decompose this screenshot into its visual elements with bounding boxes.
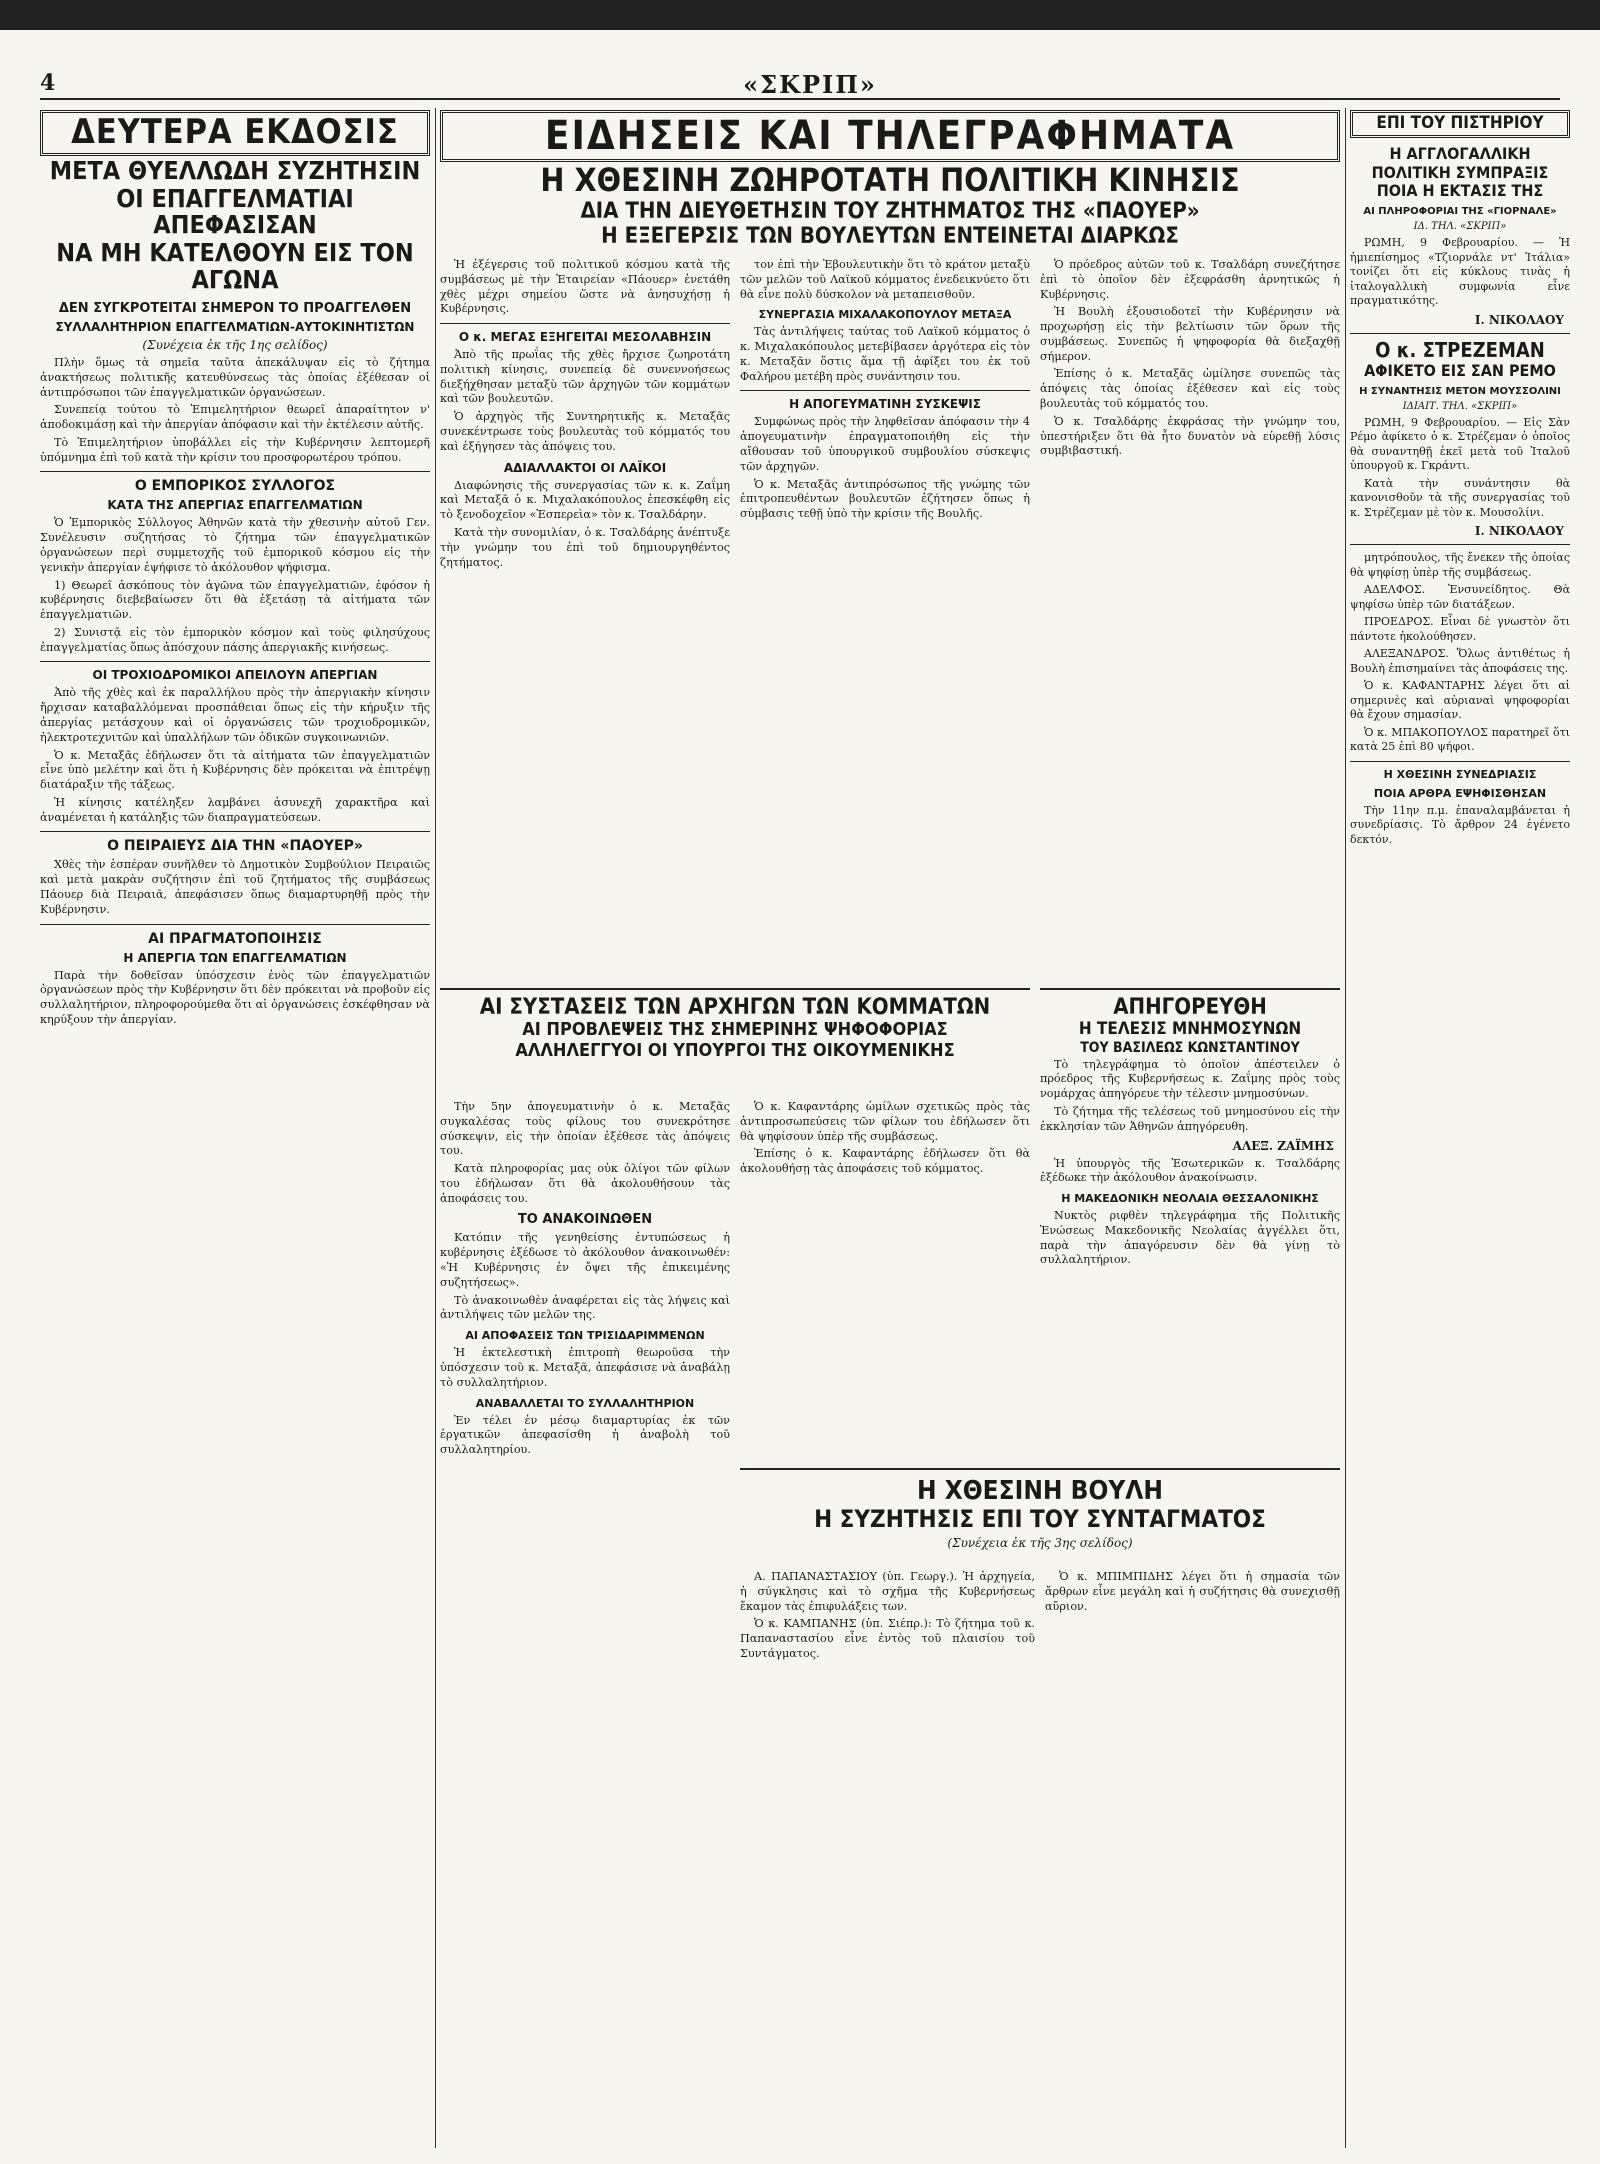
column-rule [435,108,436,2148]
section-heading: ΤΟ ΑΝΑΚΟΙΝΩΘΕΝ [517,1212,653,1228]
scan-top-border [0,0,1600,30]
article-paragraph: Τὸ ζήτημα τῆς τελέσεως τοῦ μνημοσύνου εἰς τὴν ἐκκλησίαν τῶν Ἀθηνῶν ἀπηγόρευθη. [1040,1104,1340,1133]
divider [40,831,430,832]
section-heading: ΠΟΙΑ ΑΡΘΡΑ ΕΨΗΦΙΣΘΗΣΑΝ [1373,786,1547,800]
divider [1350,333,1570,334]
section-heading: Η ΑΠΟΓΕΥΜΑΤΙΝΗ ΣΥΣΚΕΨΙΣ [789,397,981,412]
dateline: ΙΔ. ΤΗΛ. «ΣΚΡΙΠ» [1413,221,1507,233]
article-paragraph: μητρόπουλος, τῆς ἔνεκεν τῆς ὁποίας θὰ ψηφίσῃ ὑπὲρ τῆς συμβάσεως. [1350,551,1570,579]
headline: ΠΟΙΑ Η ΕΚΤΑΣΙΣ ΤΗΣ [1376,181,1544,201]
article-paragraph: Παρὰ τὴν δοθεῖσαν ὑπόσχεσιν ἐνὸς τῶν ἐπαγγελματιῶν ὀργανώσεων πρὸς τὴν Κυβέρνησιν ὅτι δὲν πρόκειται νὰ προβοῦν εἰς συλλαλητήριον, πληροφορούμεθα ὅτι αἱ ὀργανώσεις ἐσκέφθησαν νὰ κηρύξουν τὴν ἀπεργίαν. [40,968,430,1026]
section-heading: Η ΑΠΕΡΓΙΑ ΤΩΝ ΕΠΑΓΓΕΛΜΑΤΙΩΝ [123,950,347,965]
article-paragraph: Ὁ κ. Μεταξᾶς ἀντιπρόσωπος τῆς γνώμης τῶν ἐπιτροπευθέντων βουλευτῶν ἐζήτησεν ὅπως ἡ σύμβασις τεθῇ ὑπὸ τὴν κρίσιν τῆς Βουλῆς. [740,477,1030,521]
headline: Η ΣΥΖΗΤΗΣΙΣ ΕΠΙ ΤΟΥ ΣΥΝΤΑΓΜΑΤΟΣ [814,1505,1266,1534]
banner-title: ΕΙΔΗΣΕΙΣ ΚΑΙ ΤΗΛΕΓΡΑΦΗΜΑΤΑ [440,110,1340,162]
article-paragraph: Ἡ Βουλὴ ἐξουσιοδοτεῖ τὴν Κυβέρνησιν νὰ προχωρήσῃ εἰς τὴν βελτίωσιν τῶν ὅρων τῆς συμβάσεως. Συνεπῶς ἡ ψηφοφορία θὰ διεξαχθῇ σήμερον. [1040,305,1340,363]
article-paragraph: Τὴν 5ην ἀπογευματινὴν ὁ κ. Μεταξᾶς συγκαλέσας τοὺς φίλους του συνεκρότησε σύσκεψιν, εἰς τὴν ὁποίαν ἐξέθεσε τὰς ἀπόψεις του. [440,1100,730,1158]
headline: Η ΧΘΕΣΙΝΗ ΖΩΗΡΟΤΑΤΗ ΠΟΛΙΤΙΚΗ ΚΙΝΗΣΙΣ [540,161,1240,199]
article-paragraph: Τὸ τηλεγράφημα τὸ ὁποῖον ἀπέστειλεν ὁ πρόεδρος τῆς Κυβερνήσεως κ. Ζαΐμης πρὸς τοὺς νομάρχας ἀπηγόρευε τὴν τέλεσιν μνημοσύνων. [1040,1057,1340,1101]
section-heading: ΑΝΑΒΑΛΛΕΤΑΙ ΤΟ ΣΥΛΛΑΛΗΤΗΡΙΟΝ [475,1396,695,1410]
article-paragraph: Ὁ κ. Καφαντάρης ὡμίλων σχετικῶς πρὸς τὰς ἀντιπροσωπεύσεις τῶν φίλων του ἐδήλωσεν ὅτι θὰ ψηφίσουν ὑπὲρ τῆς συμβάσεως. [740,1100,1030,1143]
subheadline: ΣΥΛΛΑΛΗΤΗΡΙΟΝ ΕΠΑΓΓΕΛΜΑΤΙΩΝ-ΑΥΤΟΚΙΝΗΤΙΣΤΩΝ [55,319,415,334]
headline: ΑΙ ΠΡΟΒΛΕΨΕΙΣ ΤΗΣ ΣΗΜΕΡΙΝΗΣ ΨΗΦΟΦΟΡΙΑΣ [522,1019,948,1041]
paper-name: «ΣΚΡΙΠ» [743,70,877,99]
article-paragraph: Συνεπείᾳ τούτου τὸ Ἐπιμελητήριον θεωρεῖ ἀπαραίτητον ν' ἀποδοκιμάσῃ καὶ τὴν ἀπεργίαν ἀπόφασιν καὶ τὴν ἐκτέλεσιν αὐτῆς. [40,403,430,432]
article-paragraph: Ἐπίσης ὁ κ. Καφαντάρης ἐδήλωσεν ὅτι θὰ ἀκολουθήσῃ τὰς ἀποφάσεις τοῦ κόμματος. [740,1147,1030,1176]
continuation-note: (Συνέχεια ἐκ τῆς 3ης σελίδος) [947,1536,1133,1551]
headline: ΔΙΑ ΤΗΝ ΔΙΕΥΘΕΤΗΣΙΝ ΤΟΥ ΖΗΤΗΜΑΤΟΣ ΤΗΣ «ΠΑΟΥΕΡ» [580,198,1200,224]
section-heading: ΣΥΝΕΡΓΑΣΙΑ ΜΙΧΑΛΑΚΟΠΟΥΛΟΥ ΜΕΤΑΞΑ [758,308,1012,322]
headline: Η ΕΞΕΓΕΡΣΙΣ ΤΩΝ ΒΟΥΛΕΥΤΩΝ ΕΝΤΕΙΝΕΤΑΙ ΔΙΑΡΚΩΣ [601,223,1179,249]
article-paragraph: Ὁ πρόεδρος αὐτῶν τοῦ κ. Τσαλδάρη συνεζήτησε ἐπὶ τὸ ὁποῖον δὲν ἐξεφράσθη ἀρνητικῶς ἡ Κυβέρνησις. [1040,258,1340,301]
article-paragraph: Ἡ κίνησις κατέληξεν λαμβάνει ἀσυνεχῆ χαρακτῆρα καὶ ἀναμένεται ἡ κατάληξις τῶν διαπραγματεύσεων. [40,795,430,824]
article-paragraph: Ἡ ἐκτελεστικὴ ἐπιτροπὴ θεωροῦσα τὴν ὑπόσχεσιν τοῦ κ. Μεταξᾶ, ἀπεφάσισε νὰ ἀναβάλῃ τὸ συλλαλητήριον. [440,1346,730,1389]
headline: ΤΟΥ ΒΑΣΙΛΕΩΣ ΚΩΝΣΤΑΝΤΙΝΟΥ [1080,1039,1300,1056]
article-paragraph: Ὁ κ. ΜΠΙΜΠΙΔΗΣ λέγει ὅτι ἡ σημασία τῶν ἄρθρων εἶνε μεγάλη καὶ ἡ συζήτησις θὰ συνεχισθῇ αὔριον. [1045,1570,1340,1613]
article-paragraph: Πλὴν ὅμως τὰ σημεῖα ταῦτα ἀπεκάλυψαν εἰς τὸ ζήτημα ἀνακτήσεως πολιτικῆς κατευθύνσεως τὰς ὁποίας ἐξέθεσαν οἱ ἀντιπρόσωποι τῶν ἐπαγγελματικῶν ὀργανώσεων. [40,355,430,399]
section-title: ΕΠΙ ΤΟΥ ΠΙΣΤΗΡΙΟΥ [1350,110,1570,138]
subcolumn [740,258,1030,978]
dateline: ΙΔΙΑΙΤ. ΤΗΛ. «ΣΚΡΙΠ» [1402,400,1518,412]
article-paragraph: Τὸ Ἐπιμελητήριον ὑποβάλλει εἰς τὴν Κυβέρνησιν λεπτομερῆ ὑπόμνημα ἐπὶ τοῦ κατὰ τὴν κρίσιν του προσφορωτέρου τρόπου. [40,435,430,464]
article-paragraph: Κατόπιν τῆς γενηθείσης ἐντυπώσεως ἡ κυβέρνησις ἐξέδωσε τὸ ἀκόλουθον ἀνακοινωθέν: «Ἡ Κυβέρνησις ἐν ὄψει τῆς ἐπικειμένης συζητήσεως». [440,1231,730,1289]
article-paragraph: Τὴν 11ην π.μ. ἐπαναλαμβάνεται ἡ συνεδρίασις. Τὸ ἄρθρον 24 ἐγένετο δεκτόν. [1350,803,1570,846]
article-paragraph: Ὁ κ. ΚΑΜΠΑΝΗΣ (ὑπ. Σιέπρ.): Τὸ ζήτημα τοῦ κ. Παπαναστασίου εἶνε ἐντὸς τοῦ πλαισίου τοῦ Συντάγματος. [740,1617,1035,1660]
article-paragraph: Ὁ Ἐμπορικὸς Σύλλογος Ἀθηνῶν κατὰ τὴν χθεσινὴν αὐτοῦ Γεν. Συνέλευσιν συζητήσας τὸ ζήτημα τῶν ἐπαγγελματικῶν ὀργανώσεων περὶ συμμετοχῆς τοῦ ἐμπορικοῦ κόσμου εἰς τὴν γενικὴν ἀπεργίαν ἐψήφισε τὸ ἀκόλουθον ψήφισμα. [40,516,430,574]
section-heading: Ο κ. ΜΕΓΑΣ ΕΞΗΓΕΙΤΑΙ ΜΕΣΟΛΑΒΗΣΙΝ [458,330,712,345]
article-paragraph: Ὁ κ. ΜΠΑΚΟΠΟΥΛΟΣ παρατηρεῖ ὅτι κατὰ 25 ἐπὶ 80 ψήφοι. [1350,725,1570,754]
headline: Η ΤΕΛΕΣΙΣ ΜΝΗΜΟΣΥΝΩΝ [1078,1019,1302,1040]
continuation-note: (Συνέχεια ἐκ τῆς 1ης σελίδος) [142,337,328,352]
article-paragraph: Διαφώνησις τῆς συνεργασίας τῶν κ. κ. Ζαΐμη καὶ Μεταξᾶ ὁ κ. Μιχαλακόπουλος ἐπεσκέφθη εἰς τὸ ξενοδοχεῖον «Ἐσπερεὶα» τὸν κ. Τσαλδάρην. [440,478,730,522]
article-paragraph: ΑΛΕΞΑΝΔΡΟΣ. Ὅλως ἀντιθέτως ἡ Βουλὴ ἐπισημαίνει τὰς ἀποφάσεις της. [1350,647,1570,675]
subcolumn [1045,1570,1340,2140]
article-paragraph: Κατὰ τὴν συνομιλίαν, ὁ κ. Τσαλδάρης ἀνέπτυξε τὴν γνώμην του ἐπὶ τοῦ δημιουργηθέντος ζητήματος. [440,525,730,569]
article-paragraph: Ὁ κ. ΚΑΦΑΝΤΑΡΗΣ λέγει ὅτι αἱ σημερινὲς καὶ αὐριαναὶ ψηφοφορίαι θὰ ἔχουν σημασίαν. [1350,679,1570,722]
divider [740,390,1030,391]
headline: ΑΙ ΣΥΣΤΑΣΕΙΣ ΤΩΝ ΑΡΧΗΓΩΝ ΤΩΝ ΚΟΜΜΑΤΩΝ [479,995,991,1020]
subheadline: Η ΣΥΝΑΝΤΗΣΙΣ ΜΕΤΟΝ ΜΟΥΣΣΟΛΙΝΙ [1359,385,1561,397]
column-left [40,108,430,2148]
divider [40,661,430,662]
article-parliament [740,1468,1340,2148]
section-heading: Ο ΕΜΠΟΡΙΚΟΣ ΣΥΛΛΟΓΟΣ [134,478,336,495]
article-paragraph: 1) Θεωρεῖ ἀσκόπους τὸν ἀγῶνα τῶν ἐπαγγελματιῶν, ἐφόσον ἡ κυβέρνησις διεβεβαίωσεν ὅτι θὰ ἐξετάσῃ τὰ αἰτήματα τῶν ἐπαγγελματιῶν. [40,578,430,622]
masthead [40,70,1560,100]
section-heading: ΟΙ ΤΡΟΧΙΟΔΡΟΜΙΚΟΙ ΑΠΕΙΛΟΥΝ ΑΠΕΡΓΙΑΝ [92,668,378,683]
article-paragraph: Ἡ ἐξέγερσις τοῦ πολιτικοῦ κόσμου κατὰ τῆς συμβάσεως μὲ τὴν Ἑταιρείαν «Πάουερ» ἐνετάθη χθὲς μέχρι σημείου ὥστε νὰ ἀνησυχήσῃ ἡ Κυβέρνησις. [440,258,730,316]
column-right [1350,108,1570,2148]
subcolumn [740,1570,1035,2140]
article-paragraph: ΠΡΟΕΔΡΟΣ. Εἶναι δὲ γνωστὸν ὅτι πάντοτε ἠκολούθησεν. [1350,615,1570,643]
headline: ΑΠΗΓΟΡΕΥΘΗ [1113,995,1267,1020]
subheadline: ΑΙ ΠΛΗΡΟΦΟΡΙΑΙ ΤΗΣ «ΓΙΟΡΝΑΛΕ» [1363,206,1557,218]
article-paragraph: Ἡ ὑπουργὸς τῆς Ἐσωτερικῶν κ. Τσαλδάρης ἐξέδωκε τὴν ἀκόλουθον ἀνακοίνωσιν. [1040,1156,1340,1185]
signature: Ι. ΝΙΚΟΛΑΟΥ [1474,312,1564,327]
article-paragraph: Α. ΠΑΠΑΝΑΣΤΑΣΙΟΥ (ὑπ. Γεωργ.). Ἡ ἀρχηγεία, ἡ σύγκλησις καὶ τὸ σχῆμα τῆς Κυβερνήσεως ἔκαμον τὰς ἐπιφυλάξεις των. [740,1570,1035,1613]
article-paragraph: Ἀπὸ τῆς πρωΐας τῆς χθὲς ἤρχισε ζωηροτάτη πολιτικὴ κίνησις, συνεπείᾳ δὲ συνεννοήσεως διεξήχθησαν μεταξὺ τῶν ἀρχηγῶν τῶν κομμάτων καὶ τῶν βουλευτῶν. [440,348,730,406]
article-paragraph: Ὁ κ. Μεταξᾶς ἐδήλωσεν ὅτι τὰ αἰτήματα τῶν ἐπαγγελματιῶν εἶνε ὑπὸ μελέτην καὶ ὅτι ἡ Κυβέρνησις δὲν πρόκειται νὰ ἐπιτρέψῃ διατάραξιν τῆς τάξεως. [40,748,430,792]
section-heading: ΚΑΤΑ ΤΗΣ ΑΠΕΡΓΙΑΣ ΕΠΑΓΓΕΛΜΑΤΙΩΝ [107,498,363,513]
subcolumn [440,1100,730,1700]
headline: ΜΕΤΑ ΘΥΕΛΛΩΔΗ ΣΥΖΗΤΗΣΙΝ [49,155,421,185]
section-heading: Ο ΠΕΙΡΑΙΕΥΣ ΔΙΑ ΤΗΝ «ΠΑΟΥΕΡ» [107,838,363,855]
article-paragraph: Νυκτὸς ριφθὲν τηλεγράφημα τῆς Πολιτικῆς Ἑνώσεως Μακεδονικῆς Νεολαίας ἀγγέλλει ὅτι, παρὰ τὴν ἀπαγόρευσιν δὲν θὰ γίνῃ τὸ συλλαλητήριον. [1040,1209,1340,1267]
article-paragraph: Ἀπὸ τῆς χθὲς καὶ ἐκ παραλλήλου πρὸς τὴν ἀπεργιακὴν κίνησιν ἤρχισαν καταβαλλόμεναι προσπάθειαι ὅπως εἰς τὴν κήρυξιν τῆς ἀπεργίας μετάσχουν καὶ οἱ ὀργανώσεις τῶν τροχιοδρομικῶν, ἠλεκτροτεχνιτῶν καὶ ὑπαλλήλων τῶν ὁδικῶν συγκοινωνιῶν. [40,686,430,744]
headline: Η ΑΓΓΛΟΓΑΛΛΙΚΗ [1389,143,1531,163]
article-paragraph: Κατὰ τὴν συνάντησιν θὰ κανονισθοῦν τὰ τῆς συνεργασίας τοῦ κ. Στρέζεμαν μὲ τὸν κ. Μουσολίνι. [1350,476,1570,519]
article-memorials-ban [1040,988,1340,1460]
headline: ΠΟΛΙΤΙΚΗ ΣΥΜΠΡΑΞΙΣ [1371,162,1549,182]
divider [40,471,430,472]
article-paragraph: 2) Συνιστᾷ εἰς τὸν ἐμπορικὸν κόσμον καὶ τοὺς φιλησύχους ἐπαγγελματίας ὅπως ἀπόσχουν πάσης ἀπεργιακῆς κινήσεως. [40,625,430,654]
article-paragraph: Τὰς ἀντιλήψεις ταύτας τοῦ Λαϊκοῦ κόμματος ὁ κ. Μιχαλακόπουλος μετεβίβασεν ἀργότερα εἰς τὸν κ. Μεταξᾶν ὅστις ἅμα τῇ ἀφίξει του ἐκ τοῦ Φαλήρου μετέβη πρὸς συνάντησιν του. [740,325,1030,383]
article-paragraph: Κατὰ πληροφορίας μας οὐκ ὀλίγοι τῶν φίλων του ἐδήλωσαν ὅτι θὰ ἀκολουθήσουν τὰς ἀποφάσεις του. [440,1162,730,1205]
article-paragraph: ΡΩΜΗ, 9 Φεβρουαρίου. — Εἰς Σὰν Ρέμο ἀφίκετο ὁ κ. Στρέζεμαν ὁ ὁποῖος θὰ συναντηθῇ ἐκεῖ μετὰ τοῦ Ἰταλοῦ ὑπουργοῦ κ. Γκράντι. [1350,415,1570,473]
signature: ΑΛΕΞ. ΖΑΪΜΗΣ [1232,1138,1334,1153]
article-paragraph: Ἐν τέλει ἐν μέσῳ διαμαρτυρίας ἐκ τῶν ἐργατικῶν ἀπεφασίσθη ἡ ἀναβολὴ τοῦ συλλαλητηρίου. [440,1413,730,1457]
article-paragraph: τον ἐπὶ τὴν Ἐβουλευτικὴν ὅτι τὸ κράτον μεταξὺ τῶν μελῶν τοῦ Λαϊκοῦ κόμματος ἐνεδεικνύετο ὅτι θὰ εἶνε πολὺ δύσκολον νὰ μεταπεισθοῦν. [740,258,1030,301]
headline: ΑΛΛΗΛΕΓΓΥΟΙ ΟΙ ΥΠΟΥΡΓΟΙ ΤΗΣ ΟΙΚΟΥΜΕΝΙΚΗΣ [515,1039,955,1061]
article-paragraph: ΡΩΜΗ, 9 Φεβρουαρίου. — Ἡ ἡμιεπίσημος «Τζιορνάλε ντ' Ἰτάλια» τονίζει ὅτι εἰς κύκλους τινὰς ἡ ἰταλογαλλικὴ συμφωνία εἶνε πραγματικότης. [1350,236,1570,308]
article-paragraph: Ἐπίσης ὁ κ. Μεταξᾶς ὡμίλησε συνεπῶς τὰς ἀπόψεις τὰς ὁποίας ἐξέθεσεν καὶ εἰς τοὺς βουλευτὰς τοῦ κόμματός του. [1040,367,1340,411]
article-paragraph: Ὁ ἀρχηγὸς τῆς Συντηρητικῆς κ. Μεταξᾶς συνεκέντρωσε τοὺς βουλευτὰς τοῦ κόμματός του καὶ ἐξήγησεν τὰς ἀπόψεις του. [440,410,730,453]
article-paragraph: Συμφώνως πρὸς τὴν ληφθεῖσαν ἀπόφασιν τὴν 4 ἀπογευματινὴν ἐπραγματοποιήθη εἰς τὴν αἴθουσαν τοῦ ὑπουργικοῦ συμβουλίου σύσκεψις τῶν ἀρχηγῶν. [740,415,1030,473]
headline: Η ΧΘΕΣΙΝΗ ΒΟΥΛΗ [917,1476,1163,1506]
section-heading: Η ΜΑΚΕΔΟΝΙΚΗ ΝΕΟΛΑΙΑ ΘΕΣΣΑΛΟΝΙΚΗΣ [1061,1192,1319,1206]
divider [40,924,430,925]
section-heading: ΑΙ ΠΡΑΓΜΑΤΟΠΟΙΗΣΙΣ [148,930,322,947]
headline: ΝΑ ΜΗ ΚΑΤΕΛΘΟΥΝ ΕΙΣ ΤΟΝ ΑΓΩΝΑ [56,238,414,294]
article-paragraph: Χθὲς τὴν ἑσπέραν συνῆλθεν τὸ Δημοτικὸν Συμβούλιον Πειραιῶς καὶ μετὰ μακρὰν συζήτησιν ἐπὶ τοῦ ζητήματος τῆς συμβάσεως Πάουερ διὰ Πειραιᾶ, ἀπεφάσισεν ὅπως διαμαρτυρηθῇ πρὸς τὴν Κυβέρνησιν. [40,858,430,916]
subcolumn [440,258,730,978]
section-heading: ΑΙ ΑΠΟΦΑΣΕΙΣ ΤΩΝ ΤΡΙΣΙΔΑΡΙΜΜΕΝΩΝ [465,1329,705,1343]
article-paragraph: Ὁ κ. Τσαλδάρης ἐκφράσας τὴν γνώμην του, ὑπεστήριξεν ὅτι θὰ ἦτο δυνατὸν νὰ εὑρεθῇ λύσις συμβιβαστική. [1040,414,1340,458]
headline: ΑΦΙΚΕΤΟ ΕΙΣ ΣΑΝ ΡΕΜΟ [1364,360,1556,380]
subheadline: ΔΕΝ ΣΥΓΚΡΟΤΕΙΤΑΙ ΣΗΜΕΡΟΝ ΤΟ ΠΡΟΑΓΓΕΛΘΕΝ [58,300,412,316]
column-center [440,108,1340,2148]
section-heading: ΑΔΙΑΛΛΑΚΤΟΙ ΟΙ ΛΑΪΚΟΙ [503,460,667,475]
headline: ΟΙ ΕΠΑΓΓΕΛΜΑΤΙΑΙ ΑΠΕΦΑΣΙΣΑΝ [116,183,354,240]
headline: Ο κ. ΣΤΡΕΖΕΜΑΝ [1375,337,1545,362]
subcolumn [1040,258,1340,978]
page-number: 4 [40,70,56,96]
section-title: ΔΕΥΤΕΡΑ ΕΚΔΟΣΙΣ [40,110,430,156]
article-paragraph: ΑΔΕΛΦΟΣ. Ἐνσυνείδητος. Θὰ ψηφίσω ὑπὲρ τῶν διατάξεων. [1350,583,1570,611]
section-heading: Η ΧΘΕΣΙΝΗ ΣΥΝΕΔΡΙΑΣΙΣ [1383,767,1537,781]
article-paragraph: Τὸ ἀνακοινωθὲν ἀναφέρεται εἰς τὰς λήψεις καὶ ἀντιλήψεις τῶν μελῶν της. [440,1293,730,1322]
column-rule [1345,108,1346,2148]
divider [440,323,730,324]
signature: Ι. ΝΙΚΟΛΑΟΥ [1474,524,1564,539]
divider [1350,761,1570,762]
divider [1350,544,1570,545]
